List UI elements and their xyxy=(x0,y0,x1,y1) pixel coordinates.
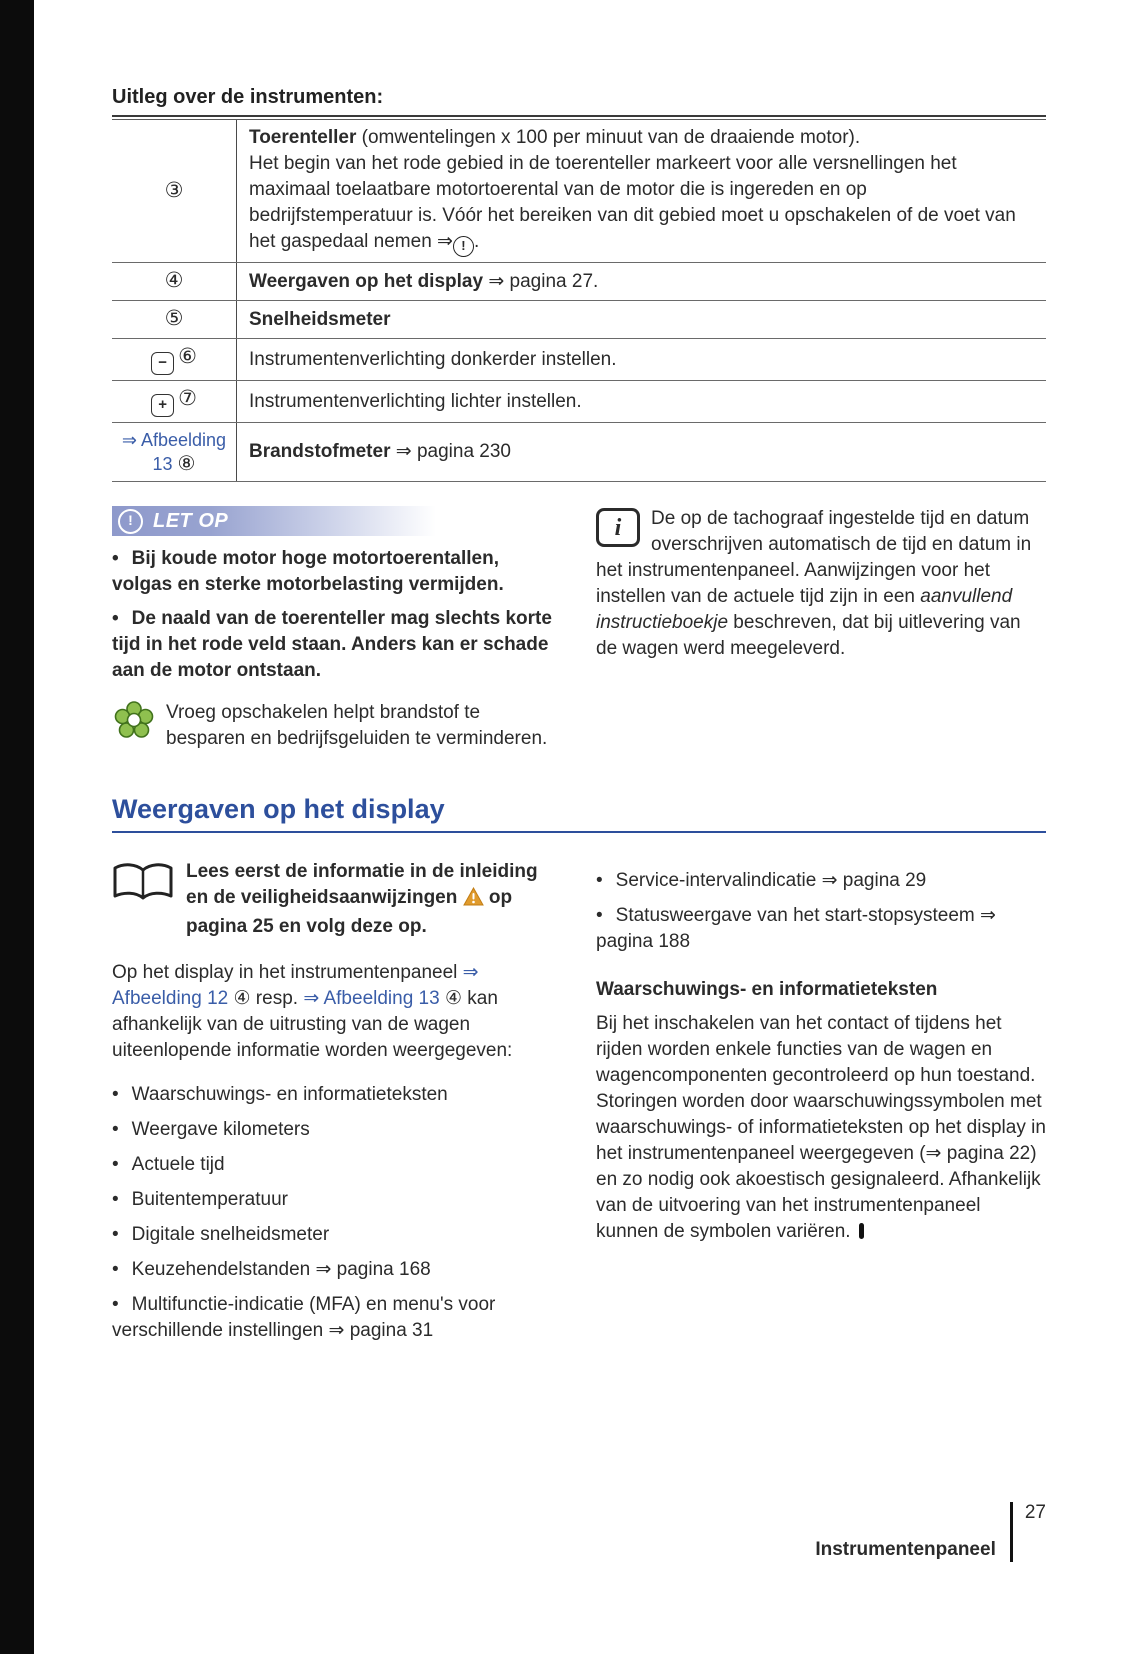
display-intro: Op het display in het instrumentenpaneel ⇒ Afbeelding 12 ④ resp. ⇒ Afbeelding 13 ④ kan afhankelijk van de uitrusting van de wagen uiteenlopende informatie worden weergegeven: xyxy=(112,962,513,1061)
display-right-column xyxy=(596,859,1046,1353)
table-text: Instrumentenverlichting donkerder instellen. xyxy=(249,348,617,370)
read-first-note: Lees eerst de informatie in de inleiding en de veiligheidsaanwijzingen op pagina 25 en volg deze op. xyxy=(112,859,562,940)
list-item: • Weergave kilometers xyxy=(112,1117,562,1143)
table-row xyxy=(112,339,1046,381)
item-number: ④ xyxy=(164,269,184,292)
figure-reference-link[interactable]: ⇒ Afbeelding 12 xyxy=(112,962,479,1009)
section-heading: Weergaven op het display xyxy=(112,794,1046,833)
figure-reference-link[interactable]: ⇒ Afbeelding 13 xyxy=(121,430,227,474)
info-column xyxy=(596,506,1046,752)
list-item: • Multifunctie-indicatie (MFA) en menu's voor verschillende instellingen ⇒ pagina 31 xyxy=(112,1292,562,1344)
table-text: Instrumentenverlichting lichter instellen. xyxy=(249,390,582,412)
caution-bullet: • De naald van de toerenteller mag slechts korte tijd in het rode veld staan. Anders kan er schade aan de motor ontstaan. xyxy=(112,606,562,684)
caution-bullet: • Bij koude motor hoge motortoerentallen, volgas en sterke motorbelasting vermijden. xyxy=(112,546,562,598)
instruments-table xyxy=(112,120,1046,482)
book-icon xyxy=(112,861,174,911)
minus-box-icon: − xyxy=(151,352,174,375)
page-content xyxy=(112,84,1046,1353)
list-item: • Buitentemperatuur xyxy=(112,1187,562,1213)
notes-section xyxy=(112,506,1046,752)
table-row xyxy=(112,381,1046,423)
eco-note xyxy=(112,700,562,752)
list-item: • Keuzehendelstanden ⇒ pagina 168 xyxy=(112,1257,562,1283)
caution-icon: ! xyxy=(118,509,143,534)
eco-note-text: Vroeg opschakelen helpt brandstof te besparen en bedrijfsgeluiden te verminderen. xyxy=(166,702,548,749)
reference-arrow: ⇒ xyxy=(437,231,453,252)
figure-reference-link[interactable]: ⇒ Afbeelding 13 xyxy=(303,988,440,1009)
item-number: ⑦ xyxy=(178,387,197,410)
table-row: ④ Weergaven op het display ⇒ pagina 27. xyxy=(112,263,1046,301)
page-number: 27 xyxy=(1024,1502,1046,1523)
warning-triangle-icon xyxy=(463,890,484,911)
display-info-list xyxy=(112,1082,562,1344)
display-left-column xyxy=(112,859,562,1353)
flower-icon xyxy=(112,700,156,748)
list-item: • Digitale snelheidsmeter xyxy=(112,1222,562,1248)
caution-column xyxy=(112,506,562,752)
caution-ref-icon: ! xyxy=(453,236,474,257)
item-number: ⑤ xyxy=(164,307,184,330)
table-row xyxy=(112,120,1046,263)
display-info-list-right xyxy=(596,868,1046,955)
table-row: ⇒ Afbeelding 13 ⑧ Brandstofmeter ⇒ pagina 230 xyxy=(112,423,1046,482)
info-icon: i xyxy=(596,508,640,547)
display-section xyxy=(112,859,1046,1353)
instruments-heading: Uitleg over de instrumenten: xyxy=(112,86,384,108)
caution-banner xyxy=(112,506,562,536)
warnings-subheading: Waarschuwings- en informatieteksten xyxy=(596,979,938,1000)
continuation-mark xyxy=(859,1223,864,1239)
plus-box-icon: + xyxy=(151,394,174,417)
footer-chapter-label: Instrumentenpaneel xyxy=(815,1539,996,1560)
list-item: • Service-intervalindicatie ⇒ pagina 29 xyxy=(596,868,1046,894)
table-text: Het begin van het rode gebied in de toerenteller markeert voor alle versnellingen het maximaal toelaatbare motortoerental van de motor die is ingereden en op bedrijfstemperatuur is. Vóór het bereiken van dit gebied moet u opschakelen of de voet van het gaspedaal nemen ⇒ ! . xyxy=(249,151,1028,257)
caution-label: LET OP xyxy=(153,510,229,532)
list-item: • Actuele tijd xyxy=(112,1152,562,1178)
list-item: • Waarschuwings- en informatieteksten xyxy=(112,1082,562,1108)
page-footer xyxy=(815,1502,1046,1562)
table-row: ⑤ Snelheidsmeter xyxy=(112,301,1046,339)
footer-divider xyxy=(1010,1502,1013,1562)
warnings-body: Bij het inschakelen van het contact of tijdens het rijden worden enkele functies van de wagen en wagencomponenten gecontroleerd op hun toestand. Storingen worden door waarschuwingssymbolen met waarschuwings- of informatieteksten op het display in het instrumentenpaneel weergegeven (⇒ pagina 22) en zo nodig ook akoestisch gesignaleerd. Afhankelijk van de uitvoering van het instrumentenpaneel kunnen de symbolen variëren. xyxy=(596,1013,1046,1242)
item-number: ⑥ xyxy=(178,345,197,368)
info-note: i De op de tachograaf ingestelde tijd en datum overschrijven automatisch de tijd en datum in het instrumentenpaneel. Aanwijzingen voor het instellen van de actuele tijd zijn in een aanvullend instructieboekje beschreven, dat bij uitlevering van de wagen werd meegeleverd. xyxy=(596,508,1032,659)
scan-edge-strip xyxy=(0,0,34,1654)
list-item: • Statusweergave van het start-stopsysteem ⇒ pagina 188 xyxy=(596,903,1046,955)
item-number: ③ xyxy=(164,178,184,202)
table-text: Toerenteller (omwentelingen x 100 per minuut van de draaiende motor). xyxy=(249,127,861,148)
item-number: ⑧ xyxy=(177,453,196,475)
